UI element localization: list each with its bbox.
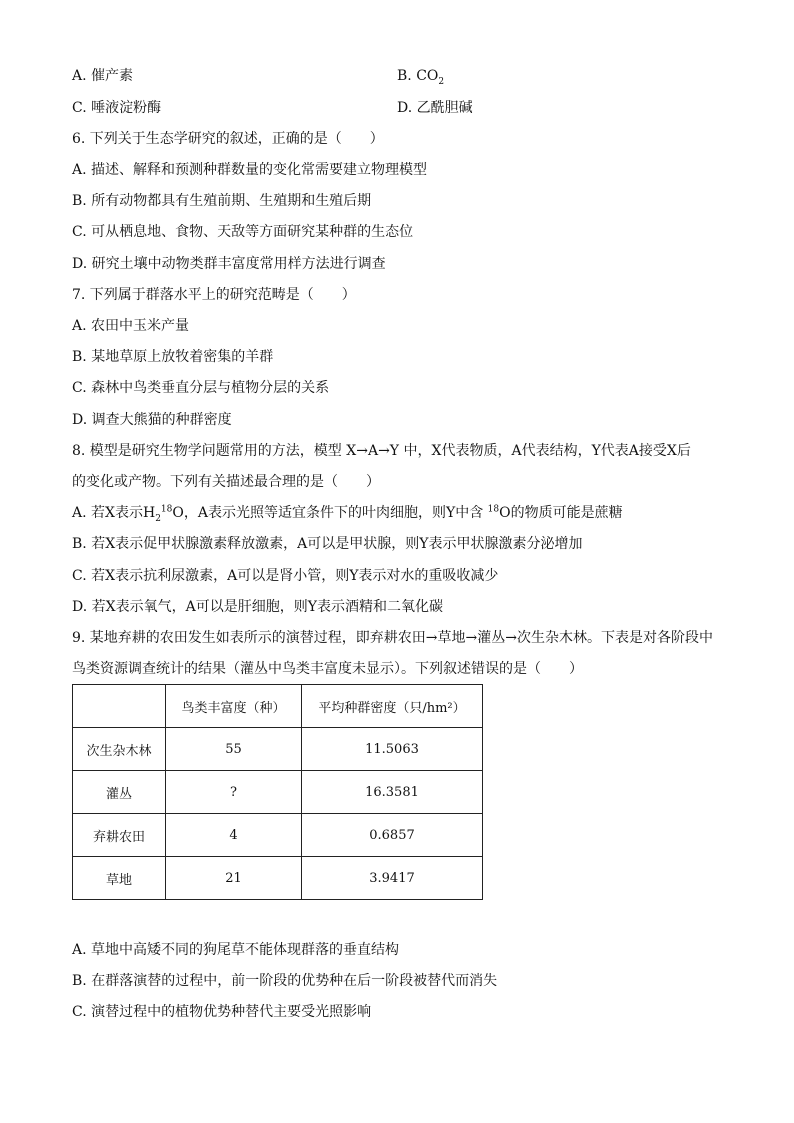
q8-a-part3: O的物质可能是蔗糖 — [499, 505, 623, 521]
table-row — [73, 857, 483, 900]
q9-stem-line2: 鸟类资源调查统计的结果（灌丛中鸟类丰富度未显示）。下列叙述错误的是（ ） — [72, 661, 583, 677]
q9-option-a: A. 草地中高矮不同的狗尾草不能体现群落的垂直结构 — [72, 942, 400, 958]
q9-option-b: B. 在群落演替的过程中，前一阶段的优势种在后一阶段被替代而消失 — [72, 973, 498, 989]
q7-option-c: C. 森林中鸟类垂直分层与植物分层的关系 — [72, 380, 330, 396]
q6-stem: 6. 下列关于生态学研究的叙述，正确的是（ ） — [72, 131, 384, 147]
table-header-cell: 鸟类丰富度（种） — [166, 685, 302, 728]
q5-option-c: C. 唾液淀粉酶 — [72, 100, 162, 116]
q8-option-d: D. 若X表示氧气，A可以是肝细胞，则Y表示酒精和二氧化碳 — [72, 599, 443, 615]
table-header-row — [73, 685, 483, 728]
table-cell: 灌丛 — [73, 771, 166, 814]
q6-option-d: D. 研究土壤中动物类群丰富度常用样方法进行调查 — [72, 256, 386, 272]
table-cell: 16.3581 — [302, 771, 483, 814]
q8-option-b: B. 若X表示促甲状腺激素释放激素，A可以是甲状腺，则Y表示甲状腺激素分泌增加 — [72, 536, 583, 552]
q7-option-b: B. 某地草原上放牧着密集的羊群 — [72, 349, 274, 365]
table-cell: 次生杂木林 — [73, 728, 166, 771]
q7-option-d: D. 调查大熊猫的种群密度 — [72, 412, 232, 428]
table-row — [73, 771, 483, 814]
q5-option-d: D. 乙酰胆碱 — [397, 100, 473, 116]
q8-option-c: C. 若X表示抗利尿激素，A可以是肾小管，则Y表示对水的重吸收减少 — [72, 568, 499, 584]
table-cell: ? — [166, 771, 302, 814]
q8-a-part2: O，A表示光照等适宜条件下的叶肉细胞，则Y中含 — [172, 505, 488, 521]
q5-option-a: A. 催产素 — [72, 68, 134, 84]
q8-a-superscript: 18 — [160, 504, 173, 515]
q6-option-b: B. 所有动物都具有生殖前期、生殖期和生殖后期 — [72, 193, 372, 209]
q5-option-b-text: B. CO — [397, 68, 439, 84]
table-cell: 弃耕农田 — [73, 814, 166, 857]
q6-option-c: C. 可从栖息地、食物、天敌等方面研究某种群的生态位 — [72, 224, 414, 240]
q5-option-b — [397, 66, 444, 86]
q7-option-a: A. 农田中玉米产量 — [72, 318, 190, 334]
table-cell: 11.5063 — [302, 728, 483, 771]
q8-option-a — [72, 503, 623, 523]
q6-option-a: A. 描述、解释和预测种群数量的变化常需要建立物理模型 — [72, 162, 428, 178]
table-header-cell: 平均种群密度（只/hm²） — [302, 685, 483, 728]
table-row — [73, 814, 483, 857]
table-cell: 0.6857 — [302, 814, 483, 857]
table-cell: 21 — [166, 857, 302, 900]
table-header-cell — [73, 685, 166, 728]
table-cell: 55 — [166, 728, 302, 771]
q8-a-superscript-2: 18 — [487, 504, 500, 515]
q9-option-c: C. 演替过程中的植物优势种替代主要受光照影响 — [72, 1004, 372, 1020]
q8-a-part1: A. 若X表示H — [72, 505, 156, 521]
table-cell: 4 — [166, 814, 302, 857]
q8-stem-line1: 8. 模型是研究生物学问题常用的方法，模型 X→A→Y 中，X代表物质，A代表结构，Y代表A接受X后 — [72, 443, 691, 459]
table-row — [73, 728, 483, 771]
table-cell: 3.9417 — [302, 857, 483, 900]
q8-stem-line2: 的变化或产物。下列有关描述最合理的是（ ） — [72, 474, 380, 490]
table-cell: 草地 — [73, 857, 166, 900]
q7-stem: 7. 下列属于群落水平上的研究范畴是（ ） — [72, 287, 356, 303]
q8-a-subscript: 2 — [155, 513, 161, 524]
q5-option-b-subscript: 2 — [438, 76, 445, 87]
bird-survey-table — [72, 684, 483, 900]
q9-stem-line1: 9. 某地弃耕的农田发生如表所示的演替过程，即弃耕农田→草地→灌丛→次生杂木林。下表是对各阶段中 — [72, 630, 713, 646]
